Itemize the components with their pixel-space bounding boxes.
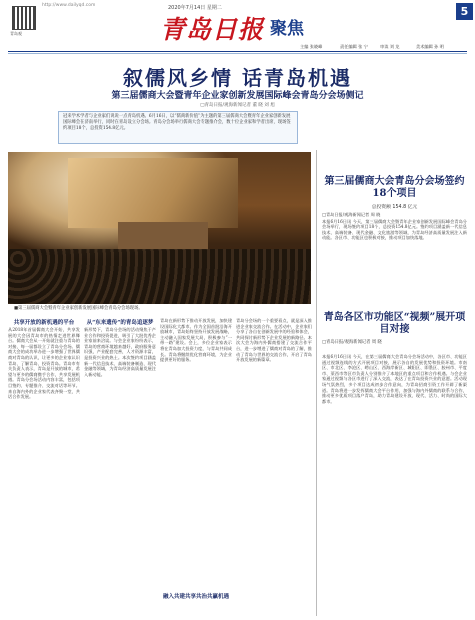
sidebar1-byline: □青岛日报/观海新闻记者 周 晓 bbox=[322, 212, 381, 217]
sidebar1-headline: 第三届儒商大会青岛分会场签约18个项目 bbox=[324, 176, 465, 199]
editor-credit: 审读 刘 龙 bbox=[380, 44, 400, 49]
sidebar2-text: 本报6月16日讯 今天，在第三届儒商大会青岛分会场活动中，各区市、功能区通过视频连线的方式开展项目对接，展示各自的发展优势和投资环境。市南区、市北区、李沧区、崂山区、西海岸新区、城阳区、即墨区、胶州市、平度市、莱西市等区市负责人分别推介了本地区的重点项目和合作机遇。与会企业家通过视频与各区市进行了深入交流，表达了在青岛投资兴业的意愿。活动现场气氛热烈，多个项目达成初步合作意向，为青岛招商引资工作开辟了新渠道。青岛将进一步发挥儒商大会平台作用，加强与海内外儒商的联系与合作，推动更多优质项目落户青岛，助力青岛建设开放、现代、活力、时尚的国际大都市。 bbox=[322, 354, 467, 404]
section-title: 聚焦 bbox=[270, 19, 304, 39]
column4-text: 青岛分会场的一个重要看点，就是深入推进企业家交流合作。在活动中，企业家们分享了各自在创新发展中的经验和体会，共同探讨新形势下企业发展的新路径。本次大会为海内外儒商搭建了交流合作平台，进一步增进了儒商对青岛的了解，推动了青岛与世界的交流合作，开启了青岛开放发展的新篇章。 bbox=[236, 318, 312, 363]
header-rule bbox=[8, 51, 467, 52]
column3-heading: 融入共建共享共治共赢机遇 bbox=[162, 594, 229, 600]
lead-paragraph: 冠来学术学者与企业家们说说一点青岛机遇。6月16日，以“儒商新价值”为主题的第三届儒商大会暨青年企业家创新发展国际峰会在济南举行，同时在青岛设立分会场。青岛分会场举行儒商大会专题推介会，数十位企业家和学者出席，现场签约项目18个，总投资154.8亿元。 bbox=[58, 111, 298, 144]
audience-crowd bbox=[8, 249, 311, 304]
sidebar1-text bbox=[322, 212, 467, 308]
sidebar1-subline: 总投资额 154.8 亿元 bbox=[371, 205, 418, 210]
column2-text: 新形势下，青岛分会场的活动聚焦于产业合作和投资促进，吸引了大批优秀企业家前来洽谈。与会企业家纷纷表示，青岛的营商环境越来越好，政府服务意识强，产业配套完善，人才资源丰富，是投资兴业的热土。本次签约项目涵盖新一代信息技术、高端装备制造、现代金融等领域，为青岛经济高质量发展注入新动能。 bbox=[84, 327, 156, 377]
issue-date: 2020年7月14日 星期二 bbox=[168, 5, 222, 11]
editor-credit: 主编 张晓峰 bbox=[300, 44, 323, 49]
editor-credit: 美术编辑 孙 明 bbox=[416, 44, 444, 49]
photo-caption: ■第三届儒商大会暨青年企业家创新发展国际峰会青岛分会场现场。 bbox=[14, 306, 143, 311]
editor-credit: 责任编辑 张 宁 bbox=[340, 44, 368, 49]
qr-code-icon bbox=[12, 6, 36, 30]
stage-screen bbox=[68, 158, 238, 228]
header-rule-thin bbox=[8, 53, 467, 54]
stage-podium bbox=[118, 222, 208, 250]
event-photo bbox=[8, 152, 311, 304]
column1-text: 从2018年首届儒商大会开始，共享发展的大会因青岛市的热情走进世界舞台。儒商大会从一开始就注重与青岛的对接，每一届都设立了青岛分会场。儒商大会的成功举办进一步增强了世界儒商对青岛的认识，让更多的企业家认识青岛、了解青岛、投资青岛。青岛市有关负责人表示，青岛是开放的城市，希望与更多的儒商携手合作，共享发展机遇。青岛分会场活动内容丰富，包括项目签约、专题推介、交流对话等环节。来自海内外的企业家代表齐聚一堂，共话合作发展。 bbox=[8, 327, 80, 400]
main-byline: □青岛日报/观海新闻记者 董 晓 刘 旭 bbox=[200, 103, 275, 108]
website-url: http://www.dailyqd.com bbox=[42, 3, 96, 8]
column3-text: 青岛在新形势下推动开放发展，加快建设国际化大都市。作为全国首批沿海开放城市，青岛始终坚持开放发展战略，主动融入国家发展大局，积极参与“一带一路”建设。会上，多位企业家表示将在青岛加大投资力度，与青岛共同成长。青岛将继续优化营商环境，为企业提供更好的服务。 bbox=[160, 318, 232, 363]
column2-heading: 从“东来遗传”的青岛追逐梦 bbox=[86, 320, 154, 326]
main-headline: 叙儒风乡情 话青岛机遇 bbox=[123, 66, 352, 90]
page-number: 5 bbox=[456, 3, 473, 20]
column1-heading: 共享开放的新机遇的平台 bbox=[13, 320, 75, 326]
column-divider bbox=[316, 150, 317, 616]
newspaper-masthead: 青岛日报 bbox=[160, 15, 265, 44]
sidebar1-body: 本报6月16日讯 今天，第三届儒商大会暨青年企业家创新发展国际峰会青岛分会场举行，现场签约项目18个，总投资154.8亿元。签约项目涵盖新一代信息技术、高端装备、现代金融、文化旅游等领域，为青岛经济高质量发展注入新动能。各区市、功能区也积极对接，推动项目加快落地。 bbox=[322, 218, 467, 241]
qr-label: 青岛观 bbox=[10, 31, 22, 36]
sidebar2-byline: □青岛日报/观海新闻记者 周 晓 bbox=[322, 340, 382, 345]
sidebar2-headline: 青岛各区市功能区“视频”展开项目对接 bbox=[323, 312, 466, 335]
main-subheadline: 第三届儒商大会暨青年企业家创新发展国际峰会青岛分会场侧记 bbox=[111, 91, 364, 101]
